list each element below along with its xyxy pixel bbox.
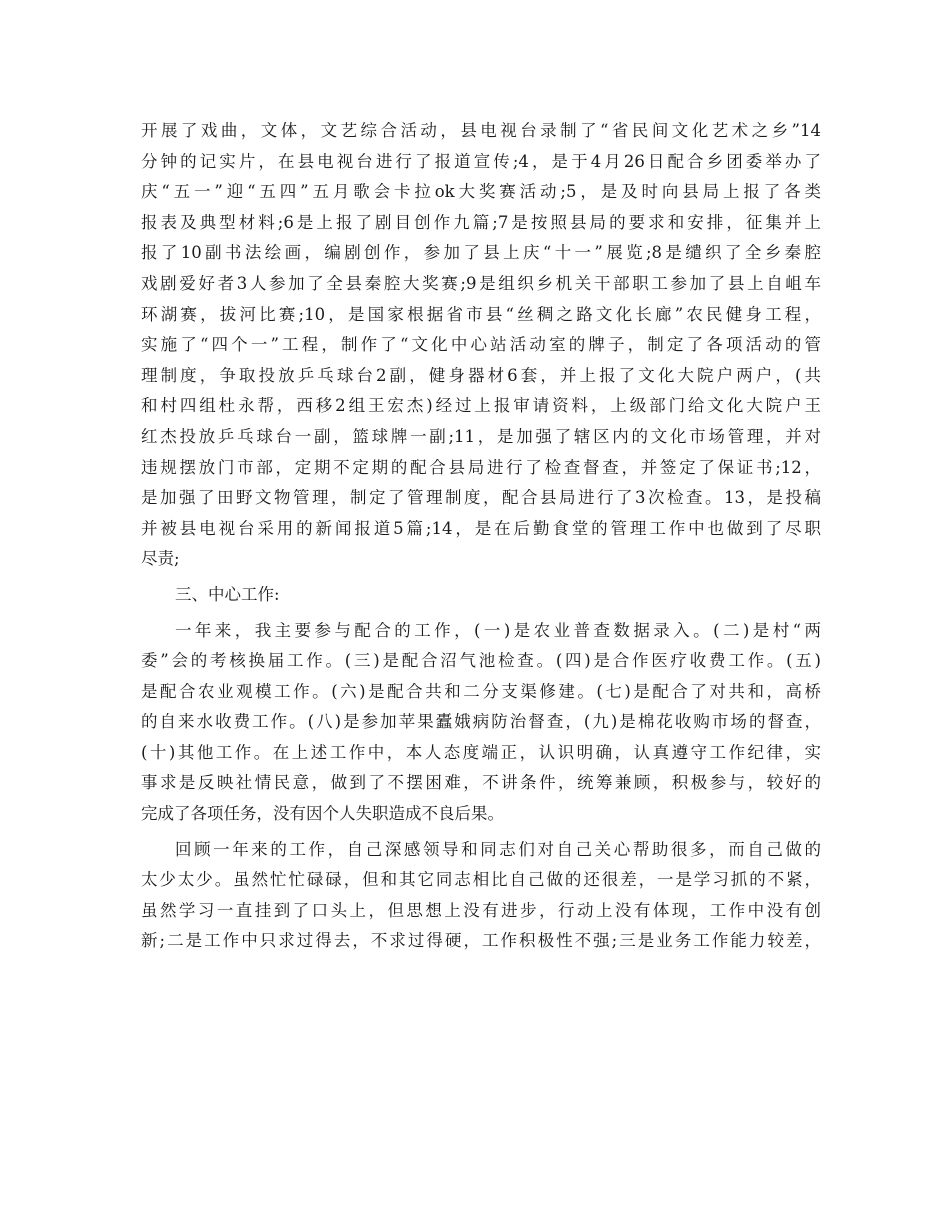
text-line: 庆“五一”迎“五四”五月歌会卡拉ok大奖赛活动;5，是及时向县局上报了各类 [141,182,821,202]
text-line: 事求是反映社情民意，做到了不摆困难，不讲条件，统筹兼顾，积极参与，较好的 [141,773,821,793]
paragraph [141,116,821,575]
text-line: 新;二是工作中只求过得去，不求过得硬，工作积极性不强;三是业务工作能力较差， [141,931,821,951]
text-line: 和村四组杜永帮，西移2组王宏杰)经过上报审请资料，上级部门给文化大院户王 [141,396,821,416]
paragraph [141,835,821,957]
section-heading [141,580,821,611]
text-line: 完成了各项任务，没有因个人失职造成不良后果。 [141,804,504,824]
text-line: 报表及典型材料;6是上报了剧目创作九篇;7是按照县局的要求和安排，征集并上 [141,212,821,232]
paragraph [141,616,821,830]
text-line: 理制度，争取投放乒乓球台2副，健身器材6套，并上报了文化大院户两户，(共 [141,365,821,385]
text-line: 分钟的记实片，在县电视台进行了报道宣传;4，是于4月26日配合乡团委举办了 [141,151,821,171]
text-line: 红杰投放乒乓球台一副，篮球牌一副;11，是加强了辖区内的文化市场管理，并对 [141,426,821,446]
text-line: 委”会的考核换届工作。(三)是配合沼气池检查。(四)是合作医疗收费工作。(五) [141,651,821,671]
text-line: 戏剧爱好者3人参加了全县秦腔大奖赛;9是组织乡机关干部职工参加了县上自岨车 [141,273,821,293]
text-line: 违规摆放门市部，定期不定期的配合县局进行了检查督查，并签定了保证书;12， [141,457,821,477]
text-line: 是加强了田野文物管理，制定了管理制度，配合县局进行了3次检查。13，是投稿 [141,488,821,508]
text-line: 报了10副书法绘画，编剧创作，参加了县上庆“十一”展览;8是缱织了全乡秦腔 [141,243,821,263]
text-line: 的自来水收费工作。(八)是参加苹果蠹娥病防治督查，(九)是棉花收购市场的督查， [141,712,821,732]
document-page [141,116,821,957]
text-line: 虽然学习一直挂到了口头上，但思想上没有进步，行动上没有体现，工作中没有创 [141,900,821,920]
text-line: 三、中心工作: [175,584,280,604]
text-line: 是配合农业观模工作。(六)是配合共和二分支渠修建。(七)是配合了对共和，高桥 [141,681,821,701]
text-line: 并被县电视台采用的新闻报道5篇;14，是在后勤食堂的管理工作中也做到了尽职 [141,518,821,538]
text-line: 回顾一年来的工作，自己深感领导和同志们对自己关心帮助很多，而自己做的 [175,839,821,859]
text-line: 环湖赛，拔河比赛;10，是国家根据省市县“丝稠之路文化长廊”农民健身工程， [141,304,821,324]
text-line: 实施了“四个一”工程，制作了“文化中心站活动室的牌子，制定了各项活动的管 [141,335,821,355]
text-line: 开展了戏曲，文体，文艺综合活动，县电视台录制了“省民间文化艺术之乡”14 [141,121,821,140]
text-line: 尽责; [141,549,180,569]
text-line: (十)其他工作。在上述工作中，本人态度端正，认识明确，认真遵守工作纪律，实 [141,742,821,762]
text-line: 太少太少。虽然忙忙碌碌，但和其它同志相比自己做的还很差，一是学习抓的不紧， [141,870,821,890]
text-line: 一年来，我主要参与配合的工作，(一)是农业普查数据录入。(二)是村“两 [175,620,821,640]
